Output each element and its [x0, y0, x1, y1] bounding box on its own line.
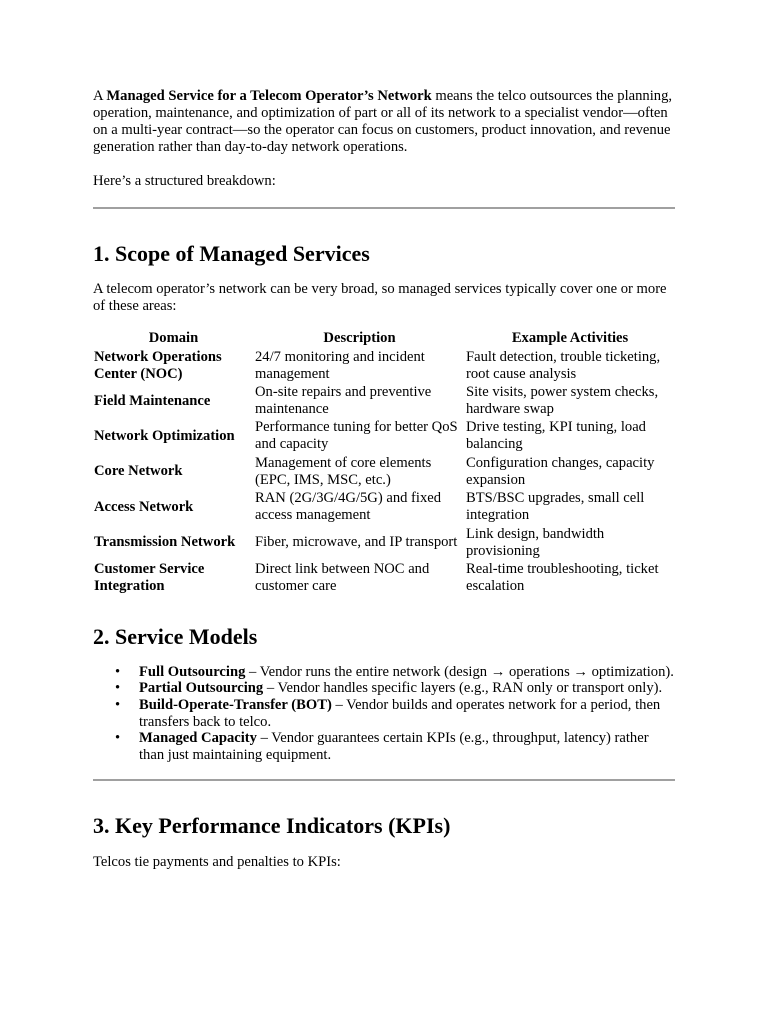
- scope-table: [93, 329, 675, 596]
- table-cell-domain: Core Network: [94, 463, 183, 480]
- intro-paragraph: A Managed Service for a Telecom Operator’s Network means the telco outsources the planning, operation, maintenance, and optimization of part or all of its network to a specialist vendor—often on a multi-year contract—so the operator can focus on customers, product innovation, and revenue generation rather than day-to-day network operations.: [93, 88, 673, 155]
- table-cell-examples: Link design, bandwidth provisioning: [466, 525, 605, 559]
- list-item-text: – Vendor runs the entire network (design → operations → optimization).: [245, 663, 674, 680]
- table-cell-description: Fiber, microwave, and IP transport: [255, 534, 458, 551]
- table-cell-domain: Customer Service Integration: [94, 561, 205, 595]
- section-3-text: Telcos tie payments and penalties to KPIs:: [93, 854, 341, 871]
- list-item-text: – Vendor handles specific layers (e.g., RAN only or transport only).: [263, 680, 663, 697]
- table-row: [93, 560, 675, 595]
- section-1-text: A telecom operator’s network can be very broad, so managed services typically cover one or more of these areas:: [93, 281, 667, 314]
- table-row: [93, 525, 675, 560]
- table-cell-description: Performance tuning for better QoS and capacity: [255, 419, 458, 453]
- table-row: [93, 490, 675, 525]
- table-cell-description: On-site repairs and preventive maintenance: [255, 384, 432, 418]
- table-cell-examples: Drive testing, KPI tuning, load balancing: [466, 419, 646, 453]
- section-1-heading: 1. Scope of Managed Services: [93, 241, 370, 266]
- document-content: [93, 88, 675, 871]
- table-header: Domain: [148, 330, 199, 346]
- table-cell-examples: Site visits, power system checks, hardware swap: [466, 384, 659, 418]
- list-item-title: Partial Outsourcing: [139, 680, 264, 697]
- divider: [93, 779, 675, 781]
- table-cell-description: Direct link between NOC and customer care: [255, 561, 430, 595]
- table-cell-domain: Network Operations Center (NOC): [94, 348, 222, 382]
- table-row: [93, 348, 675, 383]
- list-item-text: – Vendor builds and operates network for a period, then transfers back to telco.: [139, 696, 661, 730]
- table-cell-examples: Fault detection, trouble ticketing, root cause analysis: [466, 348, 661, 382]
- table-row: [93, 454, 675, 489]
- table-cell-domain: Transmission Network: [94, 534, 236, 551]
- table-cell-domain: Access Network: [94, 498, 194, 515]
- table-cell-examples: BTS/BSC upgrades, small cell integration: [466, 490, 645, 524]
- list-item-title: Managed Capacity: [139, 730, 257, 747]
- table-row: [93, 419, 675, 454]
- table-header: Example Activities: [511, 330, 629, 346]
- table-row: [93, 383, 675, 418]
- intro-bold-term: Managed Service for a Telecom Operator’s Network: [106, 88, 432, 104]
- table-cell-domain: Field Maintenance: [94, 392, 211, 409]
- table-cell-examples: Real-time troubleshooting, ticket escalation: [466, 561, 659, 595]
- list-item: [139, 664, 675, 681]
- table-cell-description: 24/7 monitoring and incident management: [255, 348, 425, 382]
- list-item: [139, 697, 675, 730]
- list-item-title: Full Outsourcing: [139, 663, 246, 680]
- table-cell-domain: Network Optimization: [94, 427, 235, 444]
- table-cell-description: RAN (2G/3G/4G/5G) and fixed access management: [255, 490, 442, 524]
- section-3-heading: 3. Key Performance Indicators (KPIs): [93, 813, 451, 839]
- list-item-title: Build-Operate-Transfer (BOT): [139, 696, 332, 713]
- service-models-list: [93, 664, 675, 764]
- table-cell-examples: Configuration changes, capacity expansion: [466, 454, 655, 488]
- list-item: [139, 680, 675, 697]
- list-item-text: – Vendor guarantees certain KPIs (e.g., throughput, latency) rather than just maintaining equipment.: [139, 730, 649, 763]
- section-2-heading: 2. Service Models: [93, 623, 258, 649]
- table-header: Description: [323, 330, 396, 346]
- divider: [93, 207, 675, 209]
- table-cell-description: Management of core elements (EPC, IMS, MSC, etc.): [255, 454, 432, 488]
- list-item: [139, 730, 675, 763]
- lead-text: Here’s a structured breakdown:: [93, 173, 276, 189]
- table-header-row: [93, 329, 675, 348]
